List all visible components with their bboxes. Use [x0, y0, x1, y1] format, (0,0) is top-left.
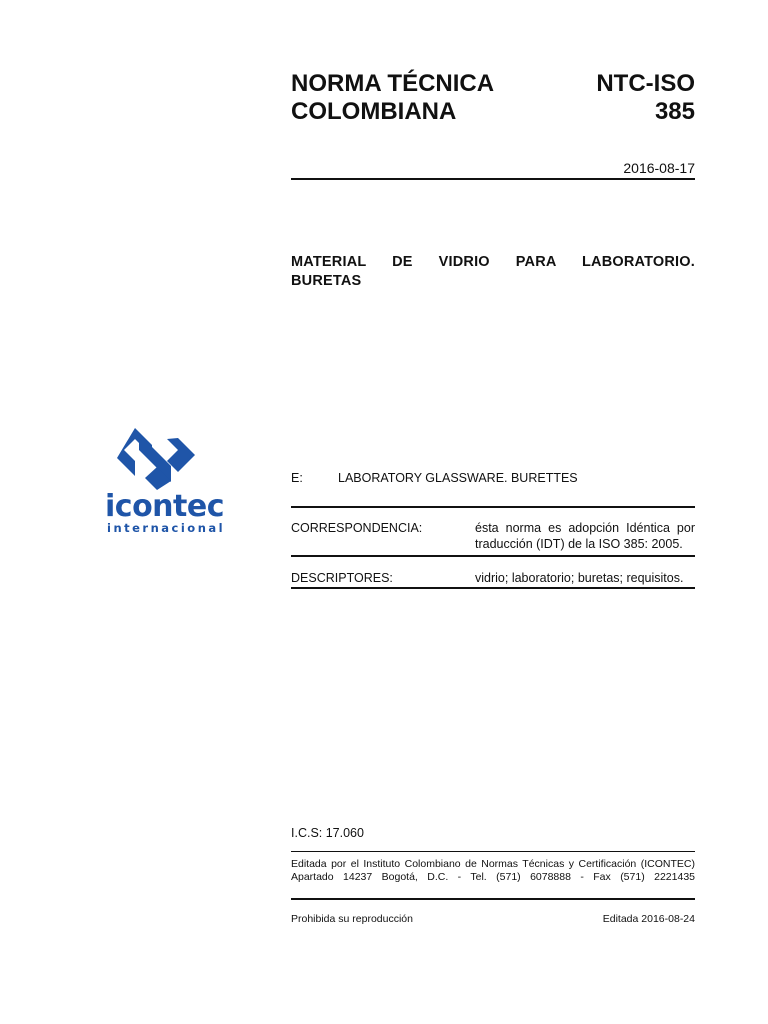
header-divider [291, 178, 695, 180]
title-standard-code: NTC-ISO [596, 70, 695, 97]
meta-divider-3 [291, 587, 695, 589]
descriptors-label: DESCRIPTORES: [291, 571, 393, 585]
edition-date: Editada 2016-08-24 [602, 913, 695, 925]
descriptors-value: vidrio; laboratorio; buretas; requisitos. [475, 571, 684, 585]
english-label: E: [291, 471, 303, 485]
subject-title-line1: MATERIAL DE VIDRIO PARA LABORATORIO. [291, 254, 695, 270]
subject-title-line2: BURETAS [291, 273, 362, 289]
correspondence-label: CORRESPONDENCIA: [291, 521, 423, 535]
title-norma-tecnica: NORMA TÉCNICA [291, 70, 495, 97]
title-colombiana: COLOMBIANA [291, 98, 457, 125]
correspondence-line2: traducción (IDT) de la ISO 385: 2005. [475, 537, 683, 551]
ics-code: I.C.S: 17.060 [291, 826, 364, 840]
footer-divider-2 [291, 898, 695, 900]
title-standard-number: 385 [654, 98, 695, 125]
reproduction-notice: Prohibida su reproducción [291, 913, 413, 925]
english-title: LABORATORY GLASSWARE. BURETTES [338, 471, 578, 485]
footer-divider-1 [291, 851, 695, 852]
meta-divider-1 [291, 506, 695, 508]
logo-subtext: internacional [107, 521, 226, 535]
logo-wordmark: icontec [105, 489, 225, 524]
icontec-logo [105, 426, 225, 538]
standard-date: 2016-08-17 [623, 160, 695, 176]
publisher-line1: Editada por el Instituto Colombiano de Normas Técnicas y Certificación (ICONTEC) [291, 858, 695, 870]
publisher-line2: Apartado 14237 Bogotá, D.C. - Tel. (571) 6078888 - Fax (571) 2221435 [291, 871, 695, 883]
meta-divider-2 [291, 555, 695, 557]
icontec-n-logo-icon [105, 426, 225, 492]
correspondence-line1: ésta norma es adopción Idéntica por [475, 521, 695, 535]
